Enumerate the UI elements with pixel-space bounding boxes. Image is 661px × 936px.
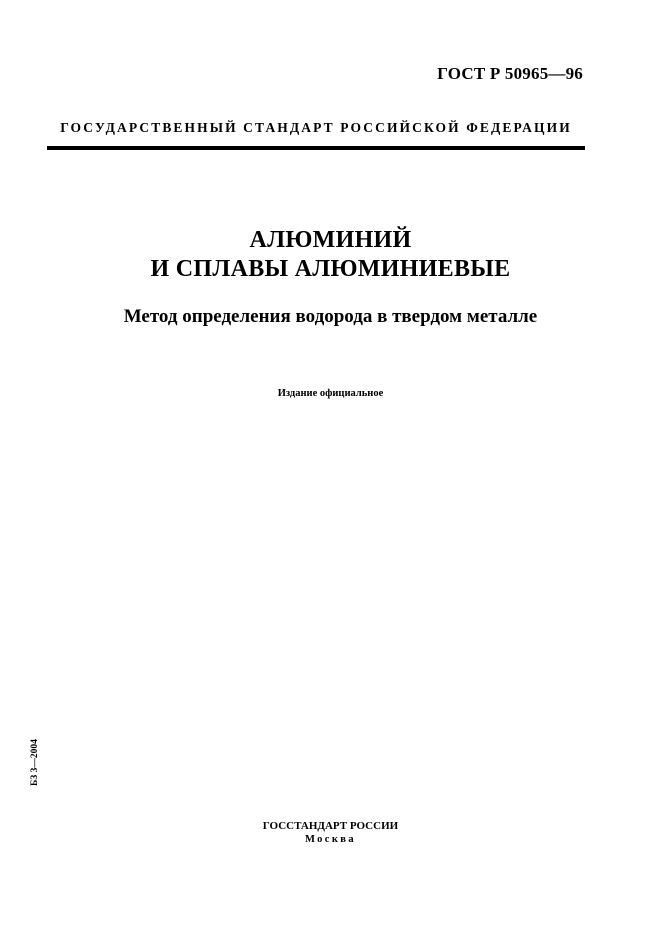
header-divider	[47, 146, 585, 150]
title-line-2: И СПЛАВЫ АЛЮМИНИЕВЫЕ	[150, 256, 511, 282]
edition-label: Издание официальное	[277, 388, 384, 399]
document-subtitle: Метод определения водорода в твердом металле	[123, 306, 538, 327]
publisher-city: Москва	[304, 834, 357, 845]
document-title	[0, 226, 661, 284]
publisher-block	[0, 819, 661, 846]
standard-header: ГОСУДАРСТВЕННЫЙ СТАНДАРТ РОССИЙСКОЙ ФЕДЕРАЦИИ	[60, 120, 572, 135]
side-catalog-code: БЗ 3—2004	[30, 739, 40, 786]
publisher-name: ГОССТАНДАРТ РОССИИ	[262, 820, 399, 832]
title-line-1: АЛЮМИНИЙ	[249, 227, 412, 253]
document-number: ГОСТ Р 50965—96	[437, 64, 583, 83]
